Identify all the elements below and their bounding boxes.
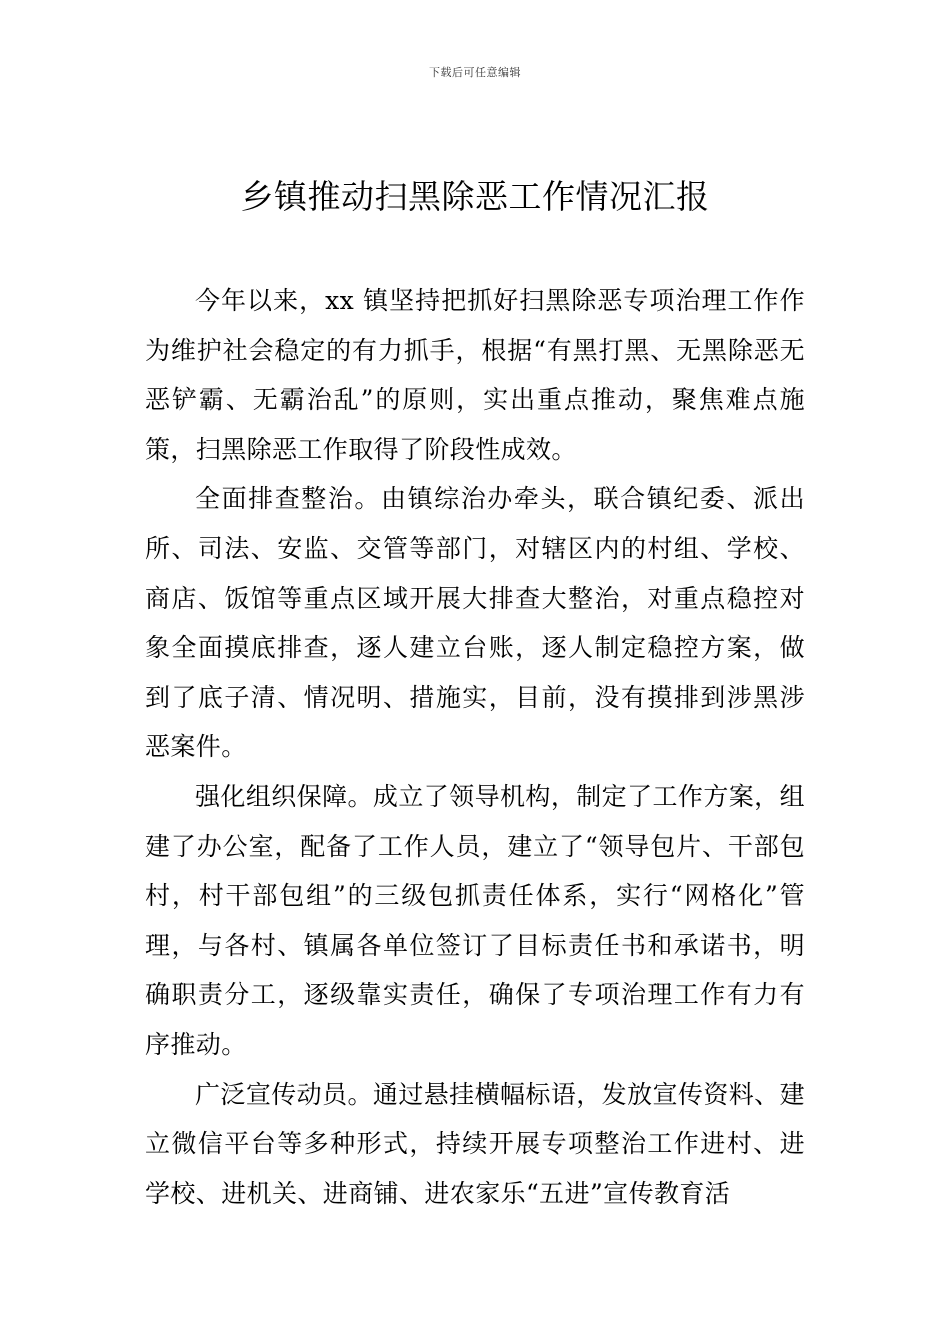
document-title: 乡镇推动扫黑除恶工作情况汇报 — [240, 177, 710, 216]
paragraph-organization: 强化组织保障。成立了领导机构，制定了工作方案，组建了办公室，配备了工作人员，建立了“领导包片、干部包村，村干部包组”的三级包抓责任体系，实行“网格化”管理，与各村、镇属各单位签订了目标责任书和承诺书，明确职责分工，逐级靠实责任，确保了专项治理工作有力有序推动。 — [145, 781, 805, 1059]
paragraph-publicity: 广泛宣传动员。通过悬挂横幅标语，发放宣传资料、建立微信平台等多种形式，持续开展专项整治工作进村、进学校、进机关、进商铺、进农家乐“五进”宣传教育活 — [145, 1079, 805, 1208]
paragraph-investigation: 全面排查整治。由镇综治办牵头，联合镇纪委、派出所、司法、安监、交管等部门，对辖区内的村组、学校、商店、饭馆等重点区域开展大排查大整治，对重点稳控对象全面摸底排查，逐人建立台账，逐人制定稳控方案，做到了底子清、情况明、措施实，目前，没有摸排到涉黑涉恶案件。 — [145, 484, 805, 762]
page-header-note: 下载后可任意编辑 — [429, 66, 521, 79]
paragraph-intro: 今年以来，xx 镇坚持把抓好扫黑除恶专项治理工作作为维护社会稳定的有力抓手，根据“有黑打黑、无黑除恶无恶铲霸、无霸治乱”的原则，实出重点推动，聚焦难点施策，扫黑除恶工作取得了阶段性成效。 — [145, 286, 805, 464]
document-body — [145, 276, 805, 1218]
